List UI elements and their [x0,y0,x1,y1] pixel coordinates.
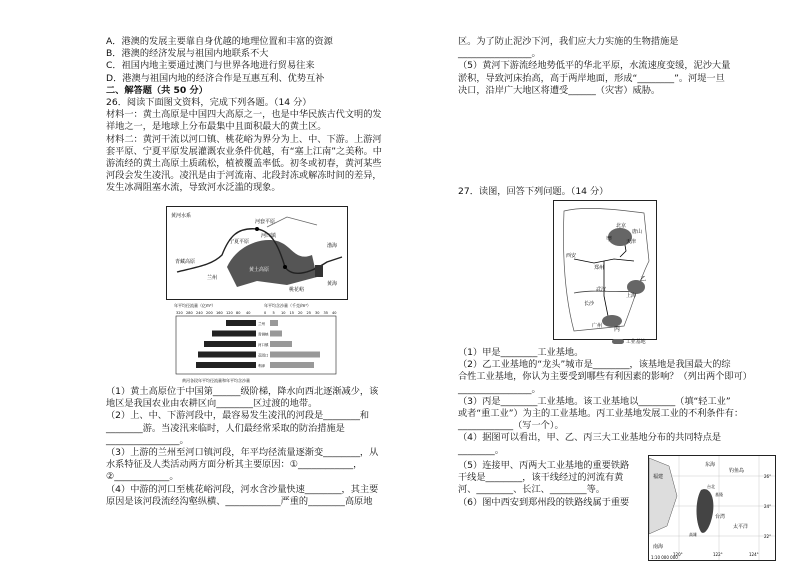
china-map-legend [612,338,646,345]
sediment-bar [270,362,314,368]
china-industry-map [553,200,657,340]
river-flow-bar-chart [172,302,340,384]
china-map-label: 郑州 [594,265,605,271]
taiwan-map-label: 基隆 [715,492,723,497]
china-map-label: 西安 [566,253,577,259]
taiwan-map-label: 太平洋 [733,524,749,530]
right-text-top [458,36,731,97]
taiwan-map-drawing [649,456,775,560]
chart-left-axis-title: 年平均径流量（亿m³） [174,303,216,308]
taiwan-map-scale: 1:10 000 000 [651,555,678,560]
chart-right-tick: 0 [264,311,267,315]
right-q5-text [458,460,648,509]
taiwan-map-label: 台北 [707,484,715,489]
text-line: 干线是________，该干线经过的河流有黄 [458,472,624,484]
taiwan-lon-label: 122° [713,552,723,557]
text-line: （1）黄土高原位于中国第______级阶梯，降水向西北逐渐减少，该 [106,386,379,397]
chart-right-tick: 15 [289,311,294,315]
river-map-label: 桃花峪 [289,287,305,293]
text-line: ②____________。 [106,471,179,483]
text-line: 材料二：黄河干流以河口镇、桃花峪为界分为上、中、下游。上游河 [106,133,382,145]
river-map-label: 青藏高原 [175,259,196,265]
text-line: 淤积，导致河床抬高，高于两岸地面，形成“________”。河堤一旦 [458,72,725,84]
sediment-bar [270,352,320,358]
china-map-label: 北京 [616,223,627,229]
station-label: 花园口 [258,353,269,358]
text-line: （2）上、中、下游河段中，最容易发生凌汛的河段是________和 [106,410,370,422]
taiwan-lon-label: 120° [673,552,683,557]
taiwan-map-label: 东海 [705,462,716,468]
text-line: （3）上游的兰州至河口镇河段，年平均径流量逐渐变________，从 [106,447,379,459]
text-line: 套平原、宁夏平原发展灌溉农业条件优越，有“塞上江南”之美称。中 [106,145,382,157]
chart-left-tick: 240 [196,311,203,315]
sediment-bar [270,331,282,337]
runoff-bar [196,362,256,368]
text-line: ________游。当凌汛来临时，人们最经常采取的防治措施是 [106,422,345,434]
text-line: （6）图中西安到郑州段的铁路线属于重要 [458,496,630,508]
china-map-label: 武汉 [596,287,607,293]
text-line: A．港澳的发展主要靠自身优越的地理位置和丰富的资源 [106,36,333,47]
chart-right-tick: 35 [323,311,328,315]
right-column [458,36,731,97]
taiwan-map-label: 福建 [653,474,664,480]
text-line: 26．阅读下面图文资料，完成下列各题。（14 分） [106,97,312,109]
china-map-label: 唐山 [632,229,643,235]
china-map-label: 天津 [626,239,637,245]
taiwan-lat-label: 24° [764,504,772,509]
taiwan-lat-label: 26° [764,474,772,479]
chart-left-tick: 40 [246,311,251,315]
text-line: 发生冰凋阻塞水流，导致河水泛滥的现象。 [106,182,281,194]
text-line: （4）中游的河口至桃花峪河段，河水含沙量快速________，其主要 [106,483,379,495]
china-map-label: 上海 [626,293,637,299]
text-line: （1）甲是________工业基地。 [458,347,584,358]
chart-left-tick: 80 [236,311,241,315]
text-line: 区。为了防止泥沙下河，我们应大力实施的生物措施是 [458,36,679,47]
china-map-label: 广州 [592,323,603,329]
china-industry-map-drawing [554,201,656,339]
river-map-legend: 黄河水系 [171,213,192,219]
river-flow-chart-svg [172,302,340,384]
text-line: ________________。 [458,48,541,60]
chart-left-tick: 160 [216,311,223,315]
chart-right-tick: 5 [272,311,275,315]
chart-right-axis-title: 年平均含沙量（千克/m³） [264,303,311,308]
station-label: 兰州 [258,322,265,326]
runoff-bar [212,331,256,337]
taiwan-lon-label: 124° [749,552,759,557]
industry-base-legend-icon [612,339,624,344]
text-line: 祥地之一，是地球上分布最集中且面积最大的黄土区。 [106,121,327,133]
text-line: ________________。 [458,383,541,395]
taiwan-map-label: 台湾 [715,514,726,520]
river-map-label: 黄土高原 [249,267,270,273]
text-line: 河、________、长江、________等。 [458,484,605,496]
left-column [106,36,406,195]
taiwan-lat-label: 22° [764,534,772,539]
text-line: （3）丙是________工业基地。该工业基地以________（填“轻工业” [458,395,731,407]
text-line: 水系特征及人类活动两方面分析其主要原因：①____________， [106,459,363,471]
china-map-legend-text: 工业基地 [625,339,646,345]
sediment-bar [270,320,278,326]
text-line: 决口，沿岸广大地区将遭受______（灾害）威胁。 [458,84,661,96]
station-label: 青铜峡 [258,332,269,337]
text-line: （2）乙工业基地的“龙头”城市是________，该基地是我国最大的综 [458,359,731,371]
chart-right-tick: 40 [332,311,337,315]
river-map-label: 黄海 [327,281,338,287]
river-map-label: 渤海 [327,243,338,249]
chart-left-tick: 320 [176,311,183,315]
text-line: B．港澳的经济发展与祖国内地联系不大 [106,48,269,60]
runoff-bar [226,320,256,326]
river-map-label: 兰州 [207,275,218,281]
chart-right-tick: 25 [306,311,311,315]
right-text-bottom [458,347,752,457]
china-map-label: 长沙 [584,301,595,307]
taiwan-map [648,455,776,561]
chart-left-tick: 120 [226,311,233,315]
chart-right-tick: 20 [298,311,303,315]
text-line: 材料一：黄土高原是中国四大高原之一，也是中华民族古代文明的发 [106,109,382,121]
yellow-river-map [166,206,348,300]
station-label: 利津 [258,364,265,368]
china-map-label: 甲 [606,236,613,243]
text-line: 或者“重工业”）为主的工业基地。丙工业基地发展工业的不利条件有： [458,408,744,420]
runoff-bar [198,352,256,358]
station-label: 河口镇 [258,343,269,347]
text-line: 原因是该河段流经沟壑纵横、____________严重的________高原地 [106,495,373,507]
question-27-heading: 27．读图，回答下列问题。（14 分） [458,186,609,197]
text-line: ________________。 [106,434,189,446]
taiwan-map-label: 钓鱼岛 [729,468,745,474]
text-line: C．祖国内地主要通过澳门与世界各地进行贸易往来 [106,60,315,72]
river-map-label: 河口镇 [261,233,277,239]
text-line: （4）据图可以看出，甲、乙、丙三大工业基地分布的共同特点是 [458,432,722,444]
right-q27 [458,186,698,198]
text-line: （5）连接甲、丙两大工业基地的重要铁路 [458,460,630,471]
text-line: 地区是我国农业由农耕区向________区过渡的地带。 [106,398,318,410]
chart-right-tick: 30 [315,311,320,315]
china-map-label: 丙 [614,326,621,333]
text-line: 合性工业基地，你认为主要受到哪些有利因素的影响？（列出两个即可） [458,371,752,383]
sediment-bar [270,341,292,347]
left-column-bottom [106,386,406,508]
river-map-label: 河套平原 [255,219,276,225]
text-line: ____________（写一个）。 [458,420,564,432]
chart-left-tick: 280 [186,311,193,315]
text-line: 河段会发生凌汛。凌汛是由于河流南、北段封冻或解冻时间的差异， [106,170,382,182]
river-map-label: 宁夏平原 [229,239,250,245]
right-q5 [458,460,648,509]
text-line: ________。 [458,444,504,456]
text-line: 游流经的黄土高原土质疏松，植被覆盖率低。初冬或初春，黄河某些 [106,158,382,170]
left-text-bottom [106,386,406,508]
runoff-bar [204,341,256,347]
text-line: D．港澳与祖国内地的经济合作是互惠互利、优势互补 [106,72,325,84]
chart-caption: 黄河各段年平均径流量和年平均含沙量 [182,378,250,383]
text-line: （5）黄河下游流经地势低平的华北平原，水流速度变缓，泥沙大量 [458,60,731,72]
china-map-label: 乙 [640,276,647,283]
yellow-river-map-drawing [167,207,347,299]
text-line: 二、解答题（共 50 分） [106,84,208,96]
taiwan-map-label: 高雄 [689,532,697,537]
left-text-top [106,36,406,195]
taiwan-map-label: 南海 [653,544,664,550]
chart-right-tick: 10 [281,311,286,315]
right-column-bottom [458,347,752,457]
chart-left-tick: 200 [206,311,213,315]
